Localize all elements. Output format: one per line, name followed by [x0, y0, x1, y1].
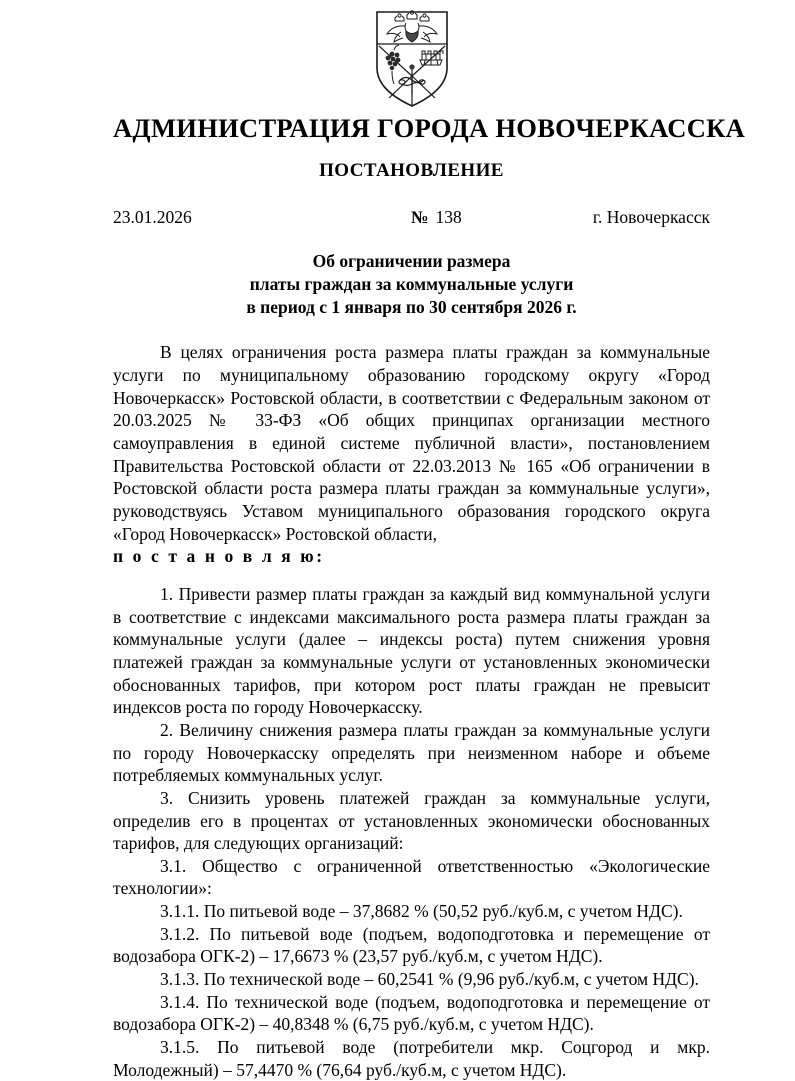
document-type-title: ПОСТАНОВЛЕНИЕ — [319, 160, 504, 182]
subject-line-2: платы граждан за коммунальные услуги — [249, 273, 574, 294]
emblem-container — [113, 0, 710, 104]
paragraph-item-3-1: 3.1. Общество с ограниченной ответственностью «Экологические технологии»: — [113, 855, 710, 899]
paragraph-item-3-1-1: 3.1.1. По питьевой воде – 37,8682 % (50,52 руб./куб.м, с учетом НДС). — [160, 901, 683, 922]
subject-line-1: Об ограничении размера — [312, 251, 511, 272]
paragraph-item-1: 1. Привести размер платы граждан за каждый вид коммунальной услуги в соответствие с индексами максимального роста размера платы граждан за коммунальные услуги (далее – индексы роста) путем снижения уровня платежей граждан за коммунальные услуги от установленных экономически обоснованных тарифов, при котором рост платы граждан не превысит индексов роста по городу Новочеркасску. — [113, 583, 710, 718]
paragraph-preamble: В целях ограничения роста размера платы граждан за коммунальные услуги по муниципальному образованию городскому округу «Город Новочеркасск» Ростовской области, в соответствии с Федеральным законом от 20.03.2025 № 33-ФЗ «Об общих принципах организации местного самоуправления в единой системе публичной власти», постановлением Правительства Ростовской области от 22.03.2013 № 165 «Об ограничении в Ростовской области роста размера платы граждан за коммунальные услуги», руководствуясь Уставом муниципального образования городского округа «Город Новочеркасск» Ростовской области, — [113, 342, 710, 544]
document-meta-row — [113, 207, 710, 228]
coat-of-arms-icon — [375, 10, 449, 108]
paragraph-item-3-1-2: 3.1.2. По питьевой воде (подъем, водоподготовка и перемещение от водозабора ОГК-2) – 17,6673 % (23,57 руб./куб.м, с учетом НДС). — [113, 923, 710, 967]
document-city: г. Новочеркасск — [592, 207, 710, 228]
paragraph-item-3-1-4: 3.1.4. По технической воде (подъем, водоподготовка и перемещение от водозабора ОГК-2) – 40,8348 % (6,75 руб./куб.м, с учетом НДС). — [113, 991, 710, 1035]
paragraph-item-3-1-3: 3.1.3. По технической воде – 60,2541 % (9,96 руб./куб.м, с учетом НДС). — [160, 969, 699, 990]
decree-keyword: п о с т а н о в л я ю: — [113, 546, 325, 567]
document-subject — [197, 250, 627, 318]
document-date: 23.01.2026 — [113, 207, 192, 228]
number-sign-glyph: № — [410, 207, 429, 228]
document-body — [113, 341, 710, 1081]
paragraph-item-2: 2. Величину снижения размера платы граждан за коммунальные услуги по городу Новочеркасску определять при неизменном наборе и объеме потребляемых коммунальных услуг. — [113, 719, 710, 786]
paragraph-item-3: 3. Снизить уровень платежей граждан за коммунальные услуги, определив его в процентах от установленных экономически обоснованных тарифов, для следующих организаций: — [113, 787, 710, 854]
subject-line-3: в период с 1 января по 30 сентября 2026 г. — [246, 296, 577, 317]
paragraph-item-3-1-5: 3.1.5. По питьевой воде (потребители мкр. Соцгород и мкр. Молодежный) – 57,4470 % (76,64 руб./куб.м, с учетом НДС). — [113, 1037, 710, 1080]
paragraph-spacer — [113, 568, 710, 583]
organization-title: АДМИНИСТРАЦИЯ ГОРОДА НОВОЧЕРКАССКА — [113, 113, 746, 143]
document-number-value: 138 — [435, 207, 462, 228]
document-number — [411, 207, 462, 228]
